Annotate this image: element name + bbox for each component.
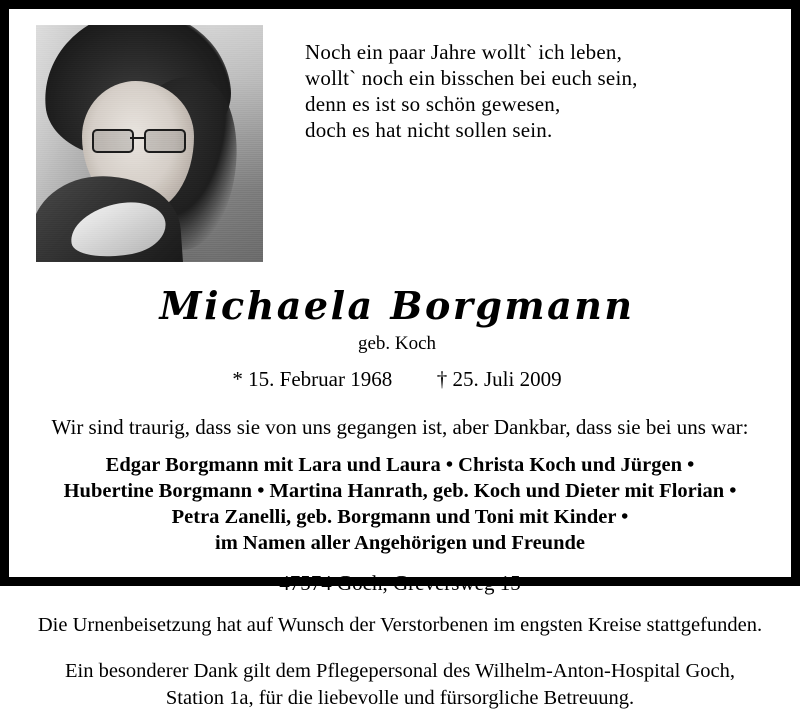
photo-grain-overlay: [36, 25, 263, 262]
thanks-block: [29, 658, 771, 712]
maiden-name: geb. Koch: [357, 333, 437, 354]
birth-date: * 15. Februar 1968: [232, 367, 393, 391]
family-line-3: Petra Zanelli, geb. Borgmann und Toni mit Kinder •: [171, 506, 629, 528]
thanks-line-1: Ein besonderer Dank gilt dem Pflegepersonal des Wilhelm-Anton-Hospital Goch,: [64, 660, 735, 682]
name-block: [9, 284, 791, 392]
verse-line-4: doch es hat nicht sollen sein.: [305, 118, 553, 142]
family-line-1: Edgar Borgmann mit Lara und Laura • Christa Koch und Jürgen •: [105, 454, 695, 476]
verse-line-1: Noch ein paar Jahre wollt` ich leben,: [305, 40, 623, 64]
header-row: [9, 9, 791, 262]
deceased-name: Michaela Borgmann: [159, 283, 635, 328]
death-date: † 25. Juli 2009: [436, 367, 562, 391]
family-list: [29, 452, 771, 556]
family-line-4: im Namen aller Angehörigen und Freunde: [215, 532, 585, 554]
burial-note: Die Urnenbeisetzung hat auf Wunsch der Verstorbenen im engsten Kreise stattgefunden.: [37, 614, 763, 636]
verse-line-3: denn es ist so schön gewesen,: [305, 92, 561, 116]
lower-text-block: [9, 414, 791, 712]
portrait-photo: [36, 25, 263, 262]
obituary-inner: [9, 9, 791, 709]
family-line-2: Hubertine Borgmann • Martina Hanrath, geb. Koch und Dieter mit Florian •: [63, 480, 737, 502]
address-line: 47574 Goch, Greversweg 15: [279, 571, 521, 595]
memorial-verse: [263, 25, 777, 143]
intro-text: Wir sind traurig, dass sie von uns gegangen ist, aber Dankbar, dass sie bei uns war:: [51, 415, 749, 439]
thanks-line-2: Station 1a, für die liebevolle und fürsorgliche Betreuung.: [165, 687, 635, 709]
life-dates: [9, 366, 785, 392]
verse-line-2: wollt` noch ein bisschen bei euch sein,: [305, 66, 638, 90]
